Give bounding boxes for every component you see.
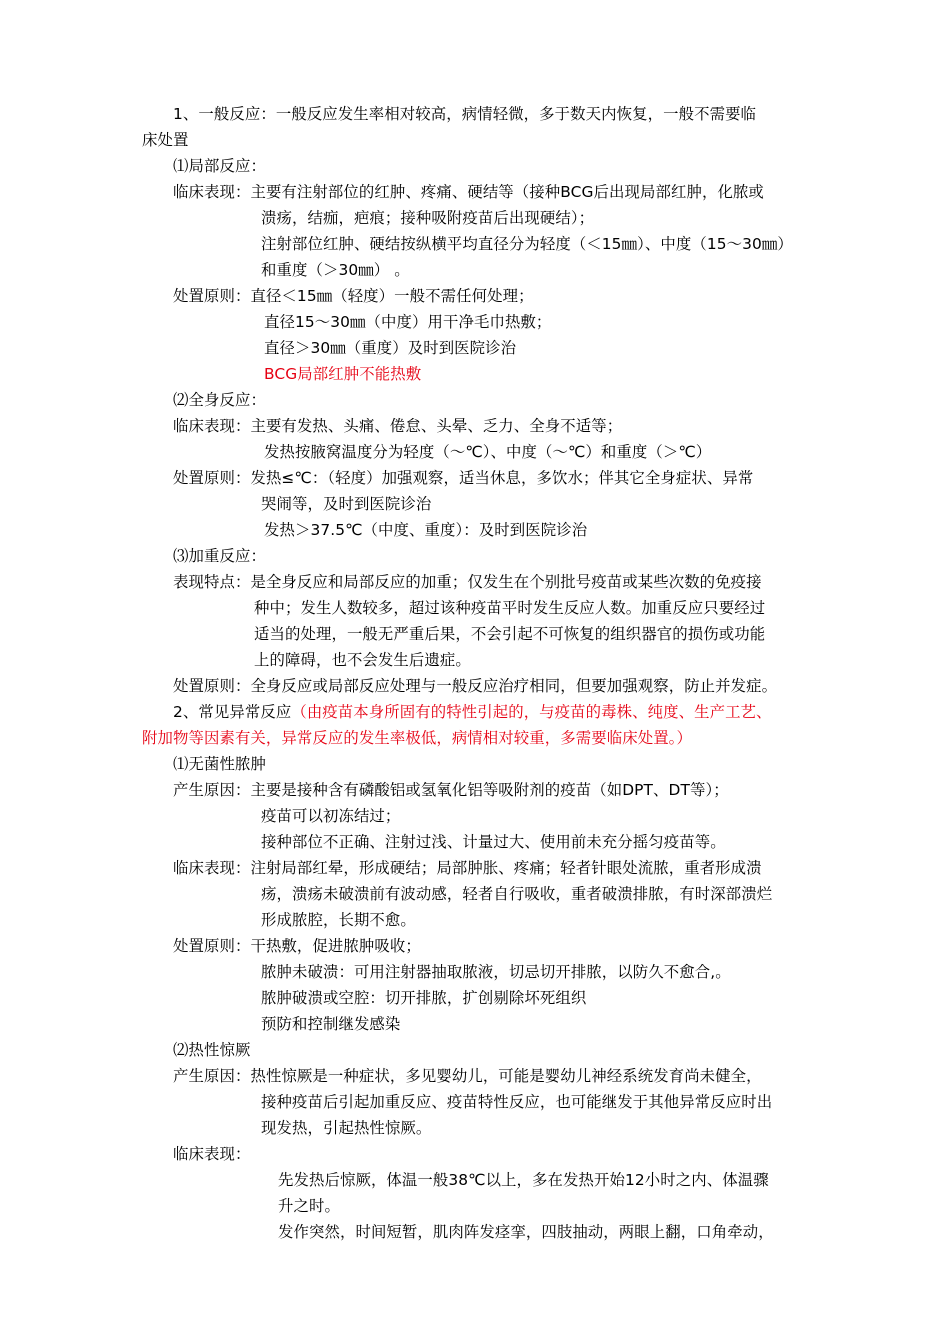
systemic-clinical-text: 临床表现：主要有发热、头痛、倦怠、头晕、乏力、全身不适等； [173, 417, 623, 435]
aggravated-feature-text: 适当的处理，一般无严重后果，不会引起不可恢复的组织器官的损伤或功能 [254, 625, 766, 643]
abscess-clinical-text: 形成脓腔，长期不愈。 [261, 911, 416, 929]
convulsion-clinical-text: 先发热后惊厥，体温一般38℃以上，多在发热开始12小时之内、体温骤 [278, 1171, 769, 1189]
section-2-note: （由疫苗本身所固有的特性引起的，与疫苗的毒株、纯度、生产工艺、 [291, 703, 772, 721]
convulsion-clinical-text: 升之时。 [278, 1197, 340, 1215]
subsection-febrile-convulsion: ⑵热性惊厥 [173, 1041, 251, 1059]
abscess-treatment-text: 处置原则：干热敷，促进脓肿吸收； [173, 937, 421, 955]
convulsion-clinical-text: 发作突然，时间短暂，肌肉阵发痉挛，四肢抽动，两眼上翻，口角牵动， [278, 1223, 774, 1241]
bcg-warning: BCG局部红肿不能热敷 [264, 365, 422, 383]
local-treatment-text: 直径＞30㎜（重度）及时到医院诊治 [264, 339, 517, 357]
aggravated-feature-text: 表现特点：是全身反应和局部反应的加重；仅发生在个别批号疫苗或某些次数的免疫接 [173, 573, 762, 591]
abscess-clinical-text: 疡，溃疡未破溃前有波动感，轻者自行吸收，重者破溃排脓，有时深部溃烂 [261, 885, 773, 903]
subsection-aggravated-reaction: ⑶加重反应： [173, 547, 266, 565]
abscess-clinical-text: 临床表现：注射局部红晕，形成硬结；局部肿胀、疼痛；轻者针眼处流脓，重者形成溃 [173, 859, 762, 877]
local-treatment-text: 处置原则：直径＜15㎜（轻度）一般不需任何处理； [173, 287, 534, 305]
convulsion-cause-text: 产生原因：热性惊厥是一种症状，多见婴幼儿，可能是婴幼儿神经系统发育尚未健全， [173, 1067, 762, 1085]
local-clinical-text: 和重度（＞30㎜） 。 [261, 261, 410, 279]
section-2-heading-line [173, 699, 772, 725]
systemic-treatment-text: 处置原则：发热≤℃：（轻度）加强观察，适当休息，多饮水；伴其它全身症状、异常 [173, 469, 754, 487]
abscess-cause-text: 疫苗可以初冻结过； [261, 807, 401, 825]
subsection-local-reaction: ⑴局部反应： [173, 157, 266, 175]
local-clinical-text: 溃疡，结痂，疤痕；接种吸附疫苗后出现硬结）； [261, 209, 595, 227]
local-treatment-text: 直径15～30㎜（中度）用干净毛巾热敷； [264, 313, 552, 331]
section-2-note-cont: 附加物等因素有关，异常反应的发生率极低，病情相对较重，多需要临床处置。） [142, 729, 692, 747]
abscess-cause-text: 产生原因：主要是接种含有磷酸铝或氢氧化铝等吸附剂的疫苗（如DPT、DT等）； [173, 781, 729, 799]
local-clinical-text: 注射部位红肿、硬结按纵横平均直径分为轻度（＜15㎜）、中度（15～30㎜） [261, 235, 793, 253]
subsection-sterile-abscess: ⑴无菌性脓肿 [173, 755, 266, 773]
abscess-treatment-text: 脓肿破溃或空腔：切开排脓，扩创剔除坏死组织 [261, 989, 587, 1007]
aggravated-feature-text: 种中；发生人数较多，超过该种疫苗平时发生反应人数。加重反应只要经过 [254, 599, 766, 617]
aggravated-feature-text: 上的障碍，也不会发生后遗症。 [254, 651, 471, 669]
convulsion-cause-text: 现发热，引起热性惊厥。 [261, 1119, 432, 1137]
abscess-treatment-text: 预防和控制继发感染 [261, 1015, 401, 1033]
local-clinical-text: 临床表现：主要有注射部位的红肿、疼痛、硬结等（接种BCG后出现局部红肿，化脓或 [173, 183, 764, 201]
section-1-heading: 1、一般反应：一般反应发生率相对较高，病情轻微，多于数天内恢复，一般不需要临 [173, 105, 757, 123]
section-2-heading: 2、常见异常反应 [173, 703, 292, 721]
aggravated-treatment-text: 处置原则：全身反应或局部反应处理与一般反应治疗相同，但要加强观察，防止并发症。 [173, 677, 778, 695]
subsection-systemic-reaction: ⑵全身反应： [173, 391, 266, 409]
abscess-cause-text: 接种部位不正确、注射过浅、计量过大、使用前未充分摇匀疫苗等。 [261, 833, 726, 851]
convulsion-cause-text: 接种疫苗后引起加重反应、疫苗特性反应，也可能继发于其他异常反应时出 [261, 1093, 773, 1111]
systemic-clinical-text: 发热按腋窝温度分为轻度（～℃）、中度（～℃）和重度（＞℃） [264, 443, 712, 461]
abscess-treatment-text: 脓肿未破溃：可用注射器抽取脓液，切忌切开排脓，以防久不愈合,。 [261, 963, 731, 981]
convulsion-clinical-label: 临床表现： [173, 1145, 251, 1163]
systemic-treatment-text: 发热＞37.5℃（中度、重度）：及时到医院诊治 [264, 521, 588, 539]
section-1-heading-cont: 床处置 [142, 131, 189, 149]
systemic-treatment-text: 哭闹等，及时到医院诊治 [261, 495, 432, 513]
